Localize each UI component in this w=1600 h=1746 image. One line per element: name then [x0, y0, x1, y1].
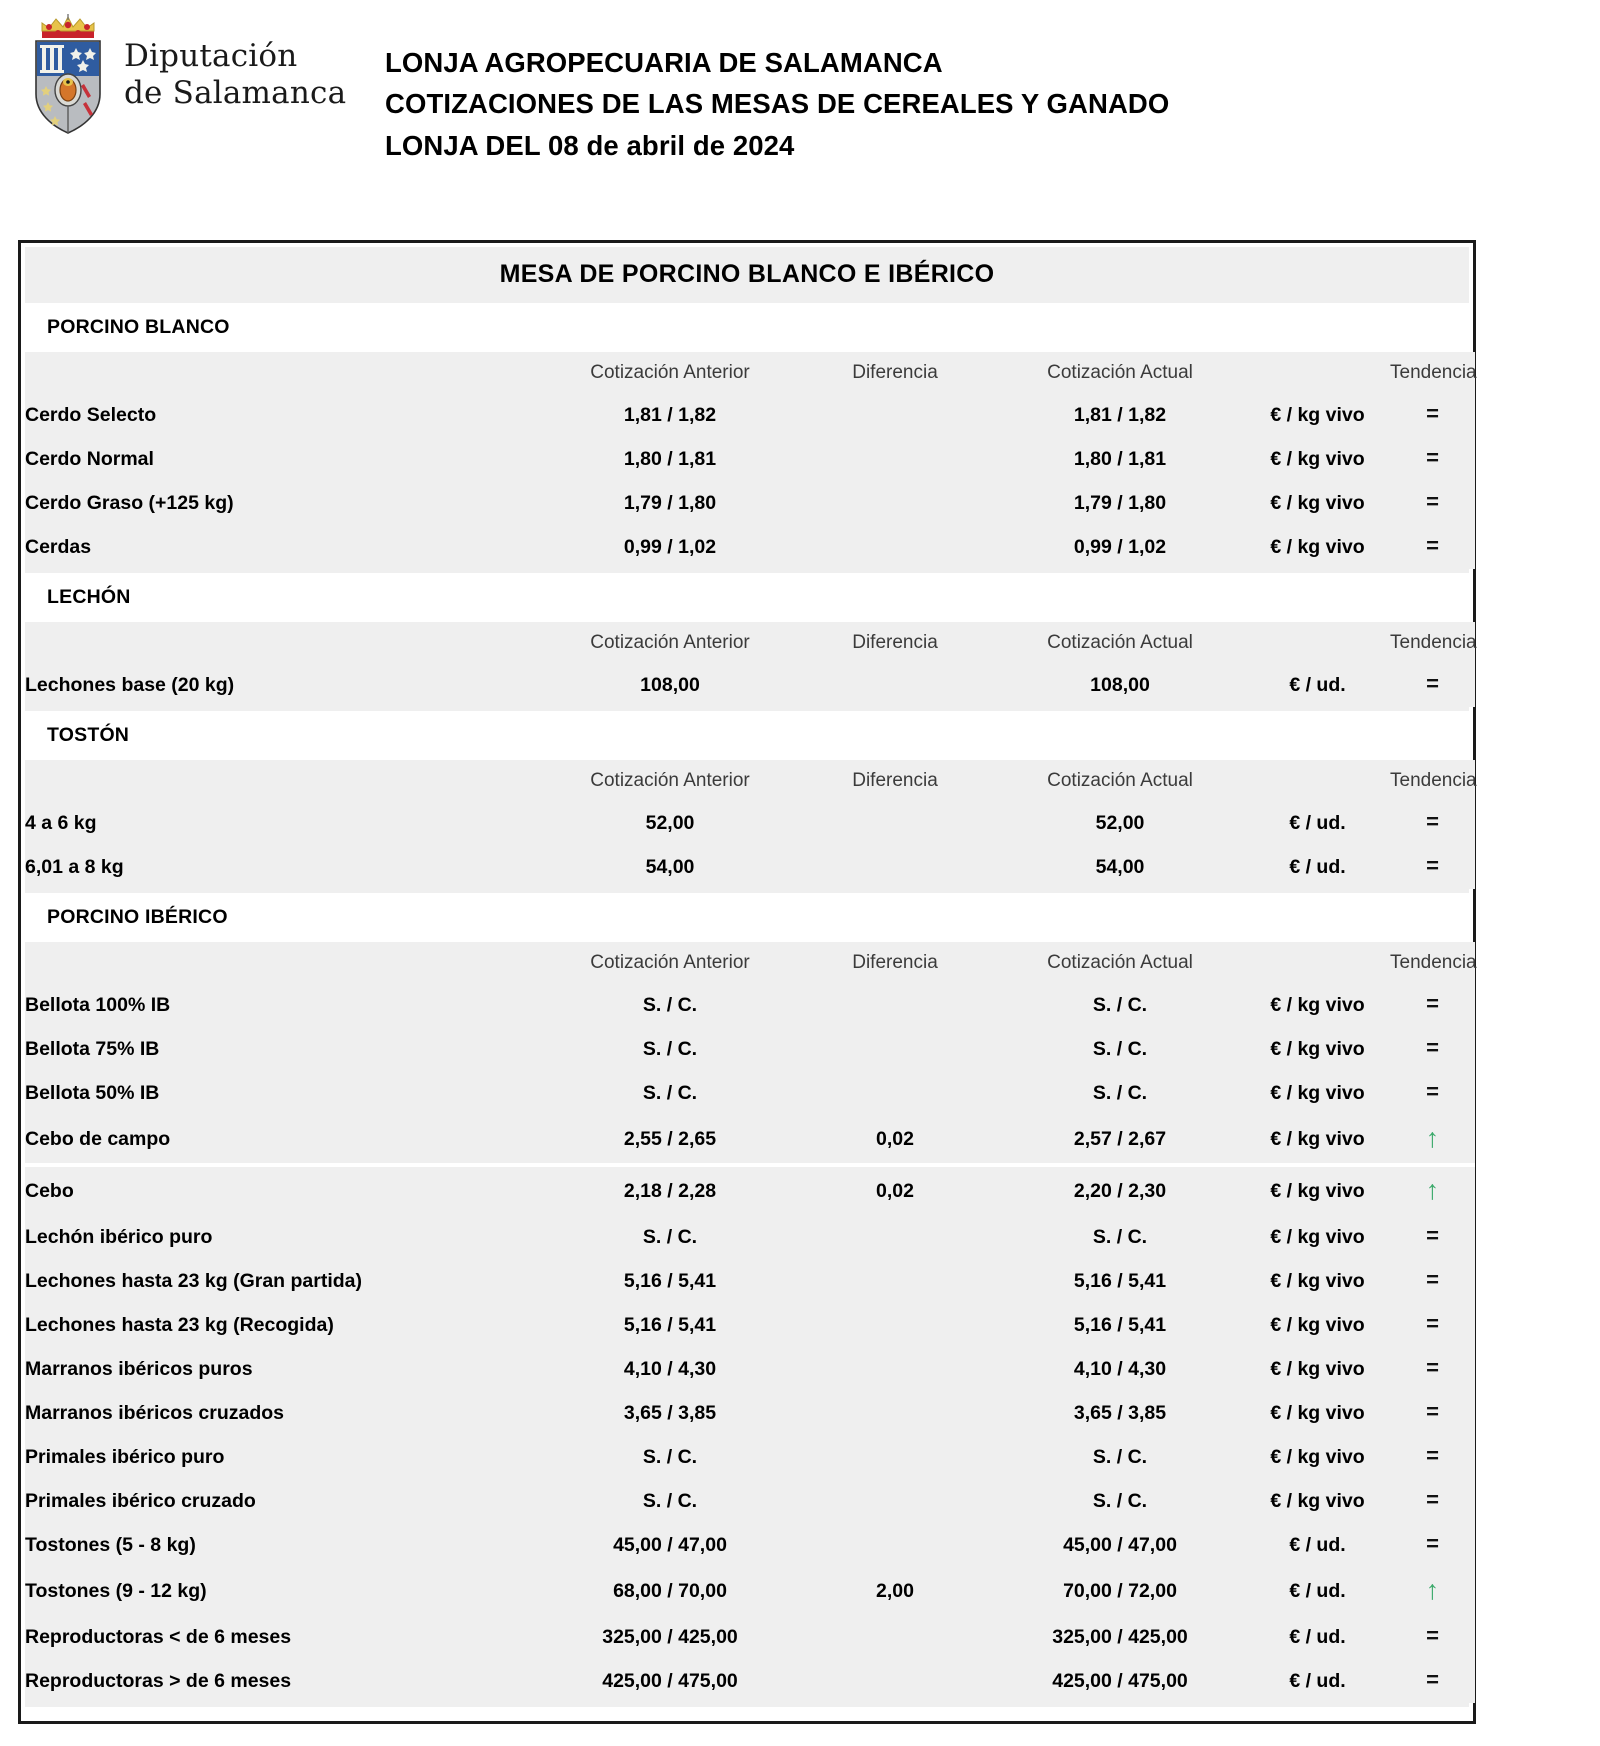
column-header-row: [25, 942, 1475, 983]
column-header-difference: Diferencia: [795, 760, 995, 801]
column-header-blank: [25, 352, 545, 393]
row-trend: [1390, 1303, 1475, 1347]
column-header-blank: [25, 622, 545, 663]
row-current: 45,00 / 47,00: [995, 1523, 1245, 1567]
row-label: Bellota 100% IB: [25, 983, 545, 1027]
column-header-row: [25, 622, 1475, 663]
row-trend: [1390, 1479, 1475, 1523]
row-previous: 54,00: [545, 845, 795, 889]
column-header-row: [25, 352, 1475, 393]
trend-equal-icon: =: [1426, 1223, 1439, 1248]
row-unit: € / kg vivo: [1245, 1303, 1390, 1347]
row-label: Primales ibérico puro: [25, 1435, 545, 1479]
row-unit: € / kg vivo: [1245, 1115, 1390, 1165]
row-difference: [795, 1347, 995, 1391]
row-previous: 5,16 / 5,41: [545, 1259, 795, 1303]
table-row: [25, 1435, 1475, 1479]
institution-logo: [18, 14, 363, 136]
trend-equal-icon: =: [1426, 1623, 1439, 1648]
row-previous: 1,80 / 1,81: [545, 437, 795, 481]
table-row: [25, 1391, 1475, 1435]
trend-equal-icon: =: [1426, 1531, 1439, 1556]
row-difference: [795, 1071, 995, 1115]
row-label: Lechón ibérico puro: [25, 1215, 545, 1259]
row-unit: € / kg vivo: [1245, 1347, 1390, 1391]
row-current: 5,16 / 5,41: [995, 1303, 1245, 1347]
row-label: Cerdo Graso (+125 kg): [25, 481, 545, 525]
coat-of-arms-icon: [26, 14, 110, 136]
table-row: [25, 1303, 1475, 1347]
row-trend: [1390, 481, 1475, 525]
section-group: [25, 760, 1477, 893]
row-previous: 325,00 / 425,00: [545, 1615, 795, 1659]
trend-equal-icon: =: [1426, 1311, 1439, 1336]
row-label: Cerdo Normal: [25, 437, 545, 481]
table-row: [25, 845, 1475, 889]
institution-name-line2: de Salamanca: [124, 75, 347, 111]
row-trend: [1390, 1347, 1475, 1391]
table-row: [25, 1523, 1475, 1567]
row-difference: [795, 437, 995, 481]
column-header-difference: Diferencia: [795, 622, 995, 663]
row-unit: € / kg vivo: [1245, 1071, 1390, 1115]
table-row: [25, 1567, 1475, 1615]
trend-up-icon: ↑: [1425, 1575, 1440, 1605]
row-previous: 45,00 / 47,00: [545, 1523, 795, 1567]
table-row: [25, 481, 1475, 525]
row-difference: 0,02: [795, 1165, 995, 1215]
row-difference: [795, 1215, 995, 1259]
row-difference: [795, 525, 995, 569]
row-unit: € / kg vivo: [1245, 481, 1390, 525]
column-header-current: Cotización Actual: [995, 942, 1245, 983]
row-current: 4,10 / 4,30: [995, 1347, 1245, 1391]
row-trend: [1390, 801, 1475, 845]
trend-equal-icon: =: [1426, 1399, 1439, 1424]
row-unit: € / kg vivo: [1245, 1259, 1390, 1303]
document-title: [363, 14, 1169, 166]
row-unit: € / kg vivo: [1245, 1435, 1390, 1479]
row-difference: [795, 1259, 995, 1303]
row-current: 52,00: [995, 801, 1245, 845]
trend-up-icon: ↑: [1425, 1123, 1440, 1153]
row-difference: [795, 481, 995, 525]
row-current: S. / C.: [995, 1027, 1245, 1071]
row-label: Lechones hasta 23 kg (Recogida): [25, 1303, 545, 1347]
table-row: [25, 1615, 1475, 1659]
trend-equal-icon: =: [1426, 445, 1439, 470]
row-previous: S. / C.: [545, 1435, 795, 1479]
row-current: 5,16 / 5,41: [995, 1259, 1245, 1303]
column-header-current: Cotización Actual: [995, 352, 1245, 393]
row-label: Reproductoras > de 6 meses: [25, 1659, 545, 1703]
trend-equal-icon: =: [1426, 489, 1439, 514]
row-difference: [795, 1523, 995, 1567]
trend-equal-icon: =: [1426, 1267, 1439, 1292]
row-difference: [795, 845, 995, 889]
row-label: Primales ibérico cruzado: [25, 1479, 545, 1523]
section-table: [25, 352, 1475, 569]
row-current: S. / C.: [995, 1479, 1245, 1523]
trend-equal-icon: =: [1426, 809, 1439, 834]
trend-equal-icon: =: [1426, 401, 1439, 426]
row-label: Cebo: [25, 1165, 545, 1215]
table-row: [25, 1165, 1475, 1215]
row-label: Cerdo Selecto: [25, 393, 545, 437]
row-difference: [795, 801, 995, 845]
trend-equal-icon: =: [1426, 533, 1439, 558]
row-trend: [1390, 983, 1475, 1027]
column-header-trend: Tendencia: [1390, 352, 1475, 393]
row-label: Lechones hasta 23 kg (Gran partida): [25, 1259, 545, 1303]
trend-equal-icon: =: [1426, 1443, 1439, 1468]
row-unit: € / kg vivo: [1245, 1165, 1390, 1215]
row-difference: [795, 1659, 995, 1703]
institution-name-line1: Diputación: [124, 38, 298, 75]
row-difference: [795, 1391, 995, 1435]
table-row: [25, 663, 1475, 707]
row-current: 1,79 / 1,80: [995, 481, 1245, 525]
table-row: [25, 1479, 1475, 1523]
row-difference: [795, 1027, 995, 1071]
row-difference: [795, 663, 995, 707]
row-unit: € / ud.: [1245, 1615, 1390, 1659]
trend-equal-icon: =: [1426, 1035, 1439, 1060]
row-previous: S. / C.: [545, 983, 795, 1027]
trend-equal-icon: =: [1426, 1355, 1439, 1380]
row-previous: 1,79 / 1,80: [545, 481, 795, 525]
row-unit: € / ud.: [1245, 1523, 1390, 1567]
row-previous: 68,00 / 70,00: [545, 1567, 795, 1615]
row-previous: 4,10 / 4,30: [545, 1347, 795, 1391]
title-line-2: COTIZACIONES DE LAS MESAS DE CEREALES Y GANADO: [385, 88, 1170, 120]
row-previous: 2,55 / 2,65: [545, 1115, 795, 1165]
column-header-current: Cotización Actual: [995, 760, 1245, 801]
page-header: [0, 0, 1600, 170]
table-row: [25, 1071, 1475, 1115]
mesa-title: MESA DE PORCINO BLANCO E IBÉRICO: [25, 247, 1469, 303]
row-label: 4 a 6 kg: [25, 801, 545, 845]
column-header-blank: [25, 760, 545, 801]
row-label: Cebo de campo: [25, 1115, 545, 1165]
row-current: 2,20 / 2,30: [995, 1165, 1245, 1215]
row-difference: [795, 1479, 995, 1523]
row-trend: [1390, 1523, 1475, 1567]
section-heading: PORCINO BLANCO: [25, 303, 1469, 352]
row-unit: € / kg vivo: [1245, 1479, 1390, 1523]
row-label: Reproductoras < de 6 meses: [25, 1615, 545, 1659]
row-previous: S. / C.: [545, 1071, 795, 1115]
row-current: S. / C.: [995, 1435, 1245, 1479]
row-current: 1,80 / 1,81: [995, 437, 1245, 481]
column-header-trend: Tendencia: [1390, 942, 1475, 983]
column-header-trend: Tendencia: [1390, 622, 1475, 663]
trend-equal-icon: =: [1426, 671, 1439, 696]
row-unit: € / kg vivo: [1245, 1391, 1390, 1435]
row-current: S. / C.: [995, 1071, 1245, 1115]
row-trend: [1390, 845, 1475, 889]
table-row: [25, 1027, 1475, 1071]
column-header-unit: [1245, 352, 1390, 393]
row-unit: € / kg vivo: [1245, 437, 1390, 481]
section-table: [25, 942, 1475, 1703]
row-current: 1,81 / 1,82: [995, 393, 1245, 437]
section-table: [25, 622, 1475, 707]
row-difference: 0,02: [795, 1115, 995, 1165]
section-group: [25, 352, 1477, 573]
row-trend: [1390, 1259, 1475, 1303]
row-previous: 108,00: [545, 663, 795, 707]
row-unit: € / kg vivo: [1245, 1215, 1390, 1259]
row-difference: 2,00: [795, 1567, 995, 1615]
section-heading: PORCINO IBÉRICO: [25, 893, 1469, 942]
row-trend: [1390, 1071, 1475, 1115]
row-current: 3,65 / 3,85: [995, 1391, 1245, 1435]
column-header-current: Cotización Actual: [995, 622, 1245, 663]
column-header-unit: [1245, 622, 1390, 663]
trend-equal-icon: =: [1426, 991, 1439, 1016]
row-unit: € / kg vivo: [1245, 1027, 1390, 1071]
table-row: [25, 1115, 1475, 1165]
column-header-previous: Cotización Anterior: [545, 942, 795, 983]
row-difference: [795, 983, 995, 1027]
row-current: 325,00 / 425,00: [995, 1615, 1245, 1659]
row-trend: [1390, 663, 1475, 707]
row-unit: € / kg vivo: [1245, 525, 1390, 569]
row-previous: S. / C.: [545, 1479, 795, 1523]
trend-equal-icon: =: [1426, 1079, 1439, 1104]
row-label: Marranos ibéricos puros: [25, 1347, 545, 1391]
row-current: 70,00 / 72,00: [995, 1567, 1245, 1615]
row-current: 425,00 / 475,00: [995, 1659, 1245, 1703]
row-unit: € / kg vivo: [1245, 393, 1390, 437]
row-label: Tostones (9 - 12 kg): [25, 1567, 545, 1615]
table-row: [25, 801, 1475, 845]
institution-name: [124, 38, 346, 111]
row-trend: [1390, 1659, 1475, 1703]
row-current: 54,00: [995, 845, 1245, 889]
row-unit: € / ud.: [1245, 845, 1390, 889]
row-trend: [1390, 1115, 1475, 1165]
title-line-1: LONJA AGROPECUARIA DE SALAMANCA: [385, 47, 943, 78]
column-header-difference: Diferencia: [795, 942, 995, 983]
row-trend: [1390, 525, 1475, 569]
table-row: [25, 1659, 1475, 1703]
row-label: Bellota 75% IB: [25, 1027, 545, 1071]
table-row: [25, 393, 1475, 437]
column-header-previous: Cotización Anterior: [545, 352, 795, 393]
row-previous: 2,18 / 2,28: [545, 1165, 795, 1215]
row-previous: S. / C.: [545, 1027, 795, 1071]
row-previous: 1,81 / 1,82: [545, 393, 795, 437]
row-unit: € / ud.: [1245, 1567, 1390, 1615]
row-previous: 0,99 / 1,02: [545, 525, 795, 569]
row-previous: 425,00 / 475,00: [545, 1659, 795, 1703]
row-current: S. / C.: [995, 983, 1245, 1027]
row-label: Lechones base (20 kg): [25, 663, 545, 707]
row-label: 6,01 a 8 kg: [25, 845, 545, 889]
trend-equal-icon: =: [1426, 1487, 1439, 1512]
column-header-previous: Cotización Anterior: [545, 622, 795, 663]
row-trend: [1390, 393, 1475, 437]
row-trend: [1390, 1435, 1475, 1479]
column-header-blank: [25, 942, 545, 983]
row-current: 0,99 / 1,02: [995, 525, 1245, 569]
trend-equal-icon: =: [1426, 1667, 1439, 1692]
column-header-row: [25, 760, 1475, 801]
table-row: [25, 983, 1475, 1027]
row-previous: 5,16 / 5,41: [545, 1303, 795, 1347]
column-header-difference: Diferencia: [795, 352, 995, 393]
quotations-table: [21, 243, 1477, 1721]
row-difference: [795, 1303, 995, 1347]
row-current: S. / C.: [995, 1215, 1245, 1259]
table-row: [25, 525, 1475, 569]
title-line-3: LONJA DEL 08 de abril de 2024: [385, 129, 795, 161]
trend-equal-icon: =: [1426, 853, 1439, 878]
row-previous: 52,00: [545, 801, 795, 845]
row-previous: 3,65 / 3,85: [545, 1391, 795, 1435]
row-trend: [1390, 1391, 1475, 1435]
row-trend: [1390, 1215, 1475, 1259]
row-label: Marranos ibéricos cruzados: [25, 1391, 545, 1435]
row-unit: € / ud.: [1245, 1659, 1390, 1703]
row-trend: [1390, 1165, 1475, 1215]
row-label: Cerdas: [25, 525, 545, 569]
column-header-unit: [1245, 760, 1390, 801]
table-row: [25, 437, 1475, 481]
row-current: 108,00: [995, 663, 1245, 707]
row-unit: € / kg vivo: [1245, 983, 1390, 1027]
row-difference: [795, 1435, 995, 1479]
row-trend: [1390, 1567, 1475, 1615]
column-header-trend: Tendencia: [1390, 760, 1475, 801]
row-current: 2,57 / 2,67: [995, 1115, 1245, 1165]
section-heading: TOSTÓN: [25, 711, 1469, 760]
row-label: Tostones (5 - 8 kg): [25, 1523, 545, 1567]
row-trend: [1390, 1027, 1475, 1071]
row-difference: [795, 1615, 995, 1659]
section-group: [25, 942, 1477, 1707]
section-table: [25, 760, 1475, 889]
row-unit: € / ud.: [1245, 801, 1390, 845]
row-previous: S. / C.: [545, 1215, 795, 1259]
trend-up-icon: ↑: [1425, 1175, 1440, 1205]
row-label: Bellota 50% IB: [25, 1071, 545, 1115]
quotations-table-frame: [18, 240, 1476, 1724]
row-trend: [1390, 437, 1475, 481]
section-heading: LECHÓN: [25, 573, 1469, 622]
table-row: [25, 1347, 1475, 1391]
section-group: [25, 622, 1477, 711]
table-row: [25, 1215, 1475, 1259]
sections-host: [25, 303, 1477, 1707]
row-trend: [1390, 1615, 1475, 1659]
row-unit: € / ud.: [1245, 663, 1390, 707]
table-row: [25, 1259, 1475, 1303]
column-header-unit: [1245, 942, 1390, 983]
column-header-previous: Cotización Anterior: [545, 760, 795, 801]
row-difference: [795, 393, 995, 437]
